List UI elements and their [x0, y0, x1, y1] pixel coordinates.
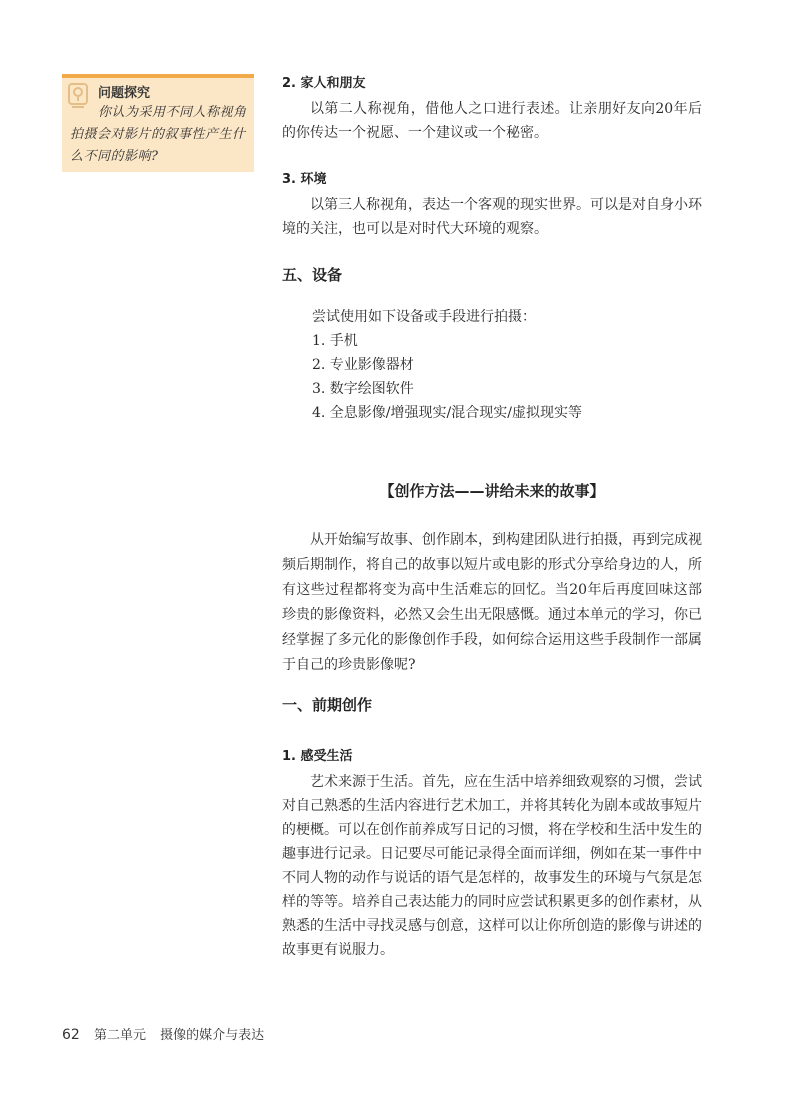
section-family: [282, 72, 702, 145]
section-family-heading: 2. 家人和朋友: [282, 76, 366, 91]
equipment-item: 1. 手机: [312, 333, 358, 349]
section-env-text: 以第三人称视角，表达一个客观的现实世界。可以是对自身小环境的关注，也可以是对时代大环境的观察。: [282, 197, 702, 237]
sidebar-title: 问题探究: [98, 86, 151, 101]
footer-unit: 第二单元: [93, 1028, 146, 1043]
preproduction-text: 艺术来源于生活。首先，应在生活中培养细致观察的习惯，尝试对自己熟悉的生活内容进行艺术加工，并将其转化为剧本或故事短片的梗概。可以在创作前养成写日记的习惯，将在学校和生活中发生的趣事进行记录。日记要尽可能记录得全面而详细，例如在某一事件中不同人物的动作与说话的语气是怎样的，故事发生的环境与气氛是怎样的等等。培养自己表达能力的同时应尝试积累更多的创作素材，从熟悉的生活中寻找灵感与创意，这样可以让你所创造的影像与讲述的故事更有说服力。: [282, 774, 702, 958]
preproduction-heading: 一、前期创作: [282, 696, 373, 714]
section-family-text: 以第二人称视角，借他人之口进行表述。让亲朋好友向20年后的你传达一个祝愿、一个建议或一个秘密。: [282, 101, 702, 141]
preproduction-subheading: 1. 感受生活: [282, 749, 353, 764]
equipment-item: 2. 专业影像器材: [312, 357, 414, 373]
method-title: 【创作方法——讲给未来的故事】: [379, 482, 605, 500]
page-footer: [62, 1024, 264, 1043]
section-preproduction: [282, 694, 702, 962]
equipment-intro: 尝试使用如下设备或手段进行拍摄：: [312, 309, 536, 325]
equipment-item: 4. 全息影像/增强现实/混合现实/虚拟现实等: [312, 405, 582, 421]
sidebar-text: 你认为采用不同人称视角拍摄会对影片的叙事性产生什么不同的影响?: [70, 105, 247, 164]
page-number: 62: [62, 1027, 80, 1043]
inquiry-sidebar: [62, 74, 254, 172]
equipment-item: 3. 数字绘图软件: [312, 381, 414, 397]
section-equipment: [282, 264, 702, 425]
section-environment: [282, 168, 702, 241]
footer-chapter: 摄像的媒介与表达: [160, 1028, 265, 1043]
section-env-heading: 3. 环境: [282, 172, 327, 187]
method-text: 从开始编写故事、创作剧本，到构建团队进行拍摄，再到完成视频后期制作，将自己的故事以短片或电影的形式分享给身边的人，所有这些过程都将变为高中生活难忘的回忆。当20年后再度回味这部珍贵的影像资料，必然又会生出无限感慨。通过本单元的学习，你已经掌握了多元化的影像创作手段，如何综合运用这些手段制作一部属于自己的珍贵影像呢?: [282, 532, 702, 673]
section-method: [282, 528, 702, 678]
equipment-heading: 五、设备: [282, 266, 343, 284]
